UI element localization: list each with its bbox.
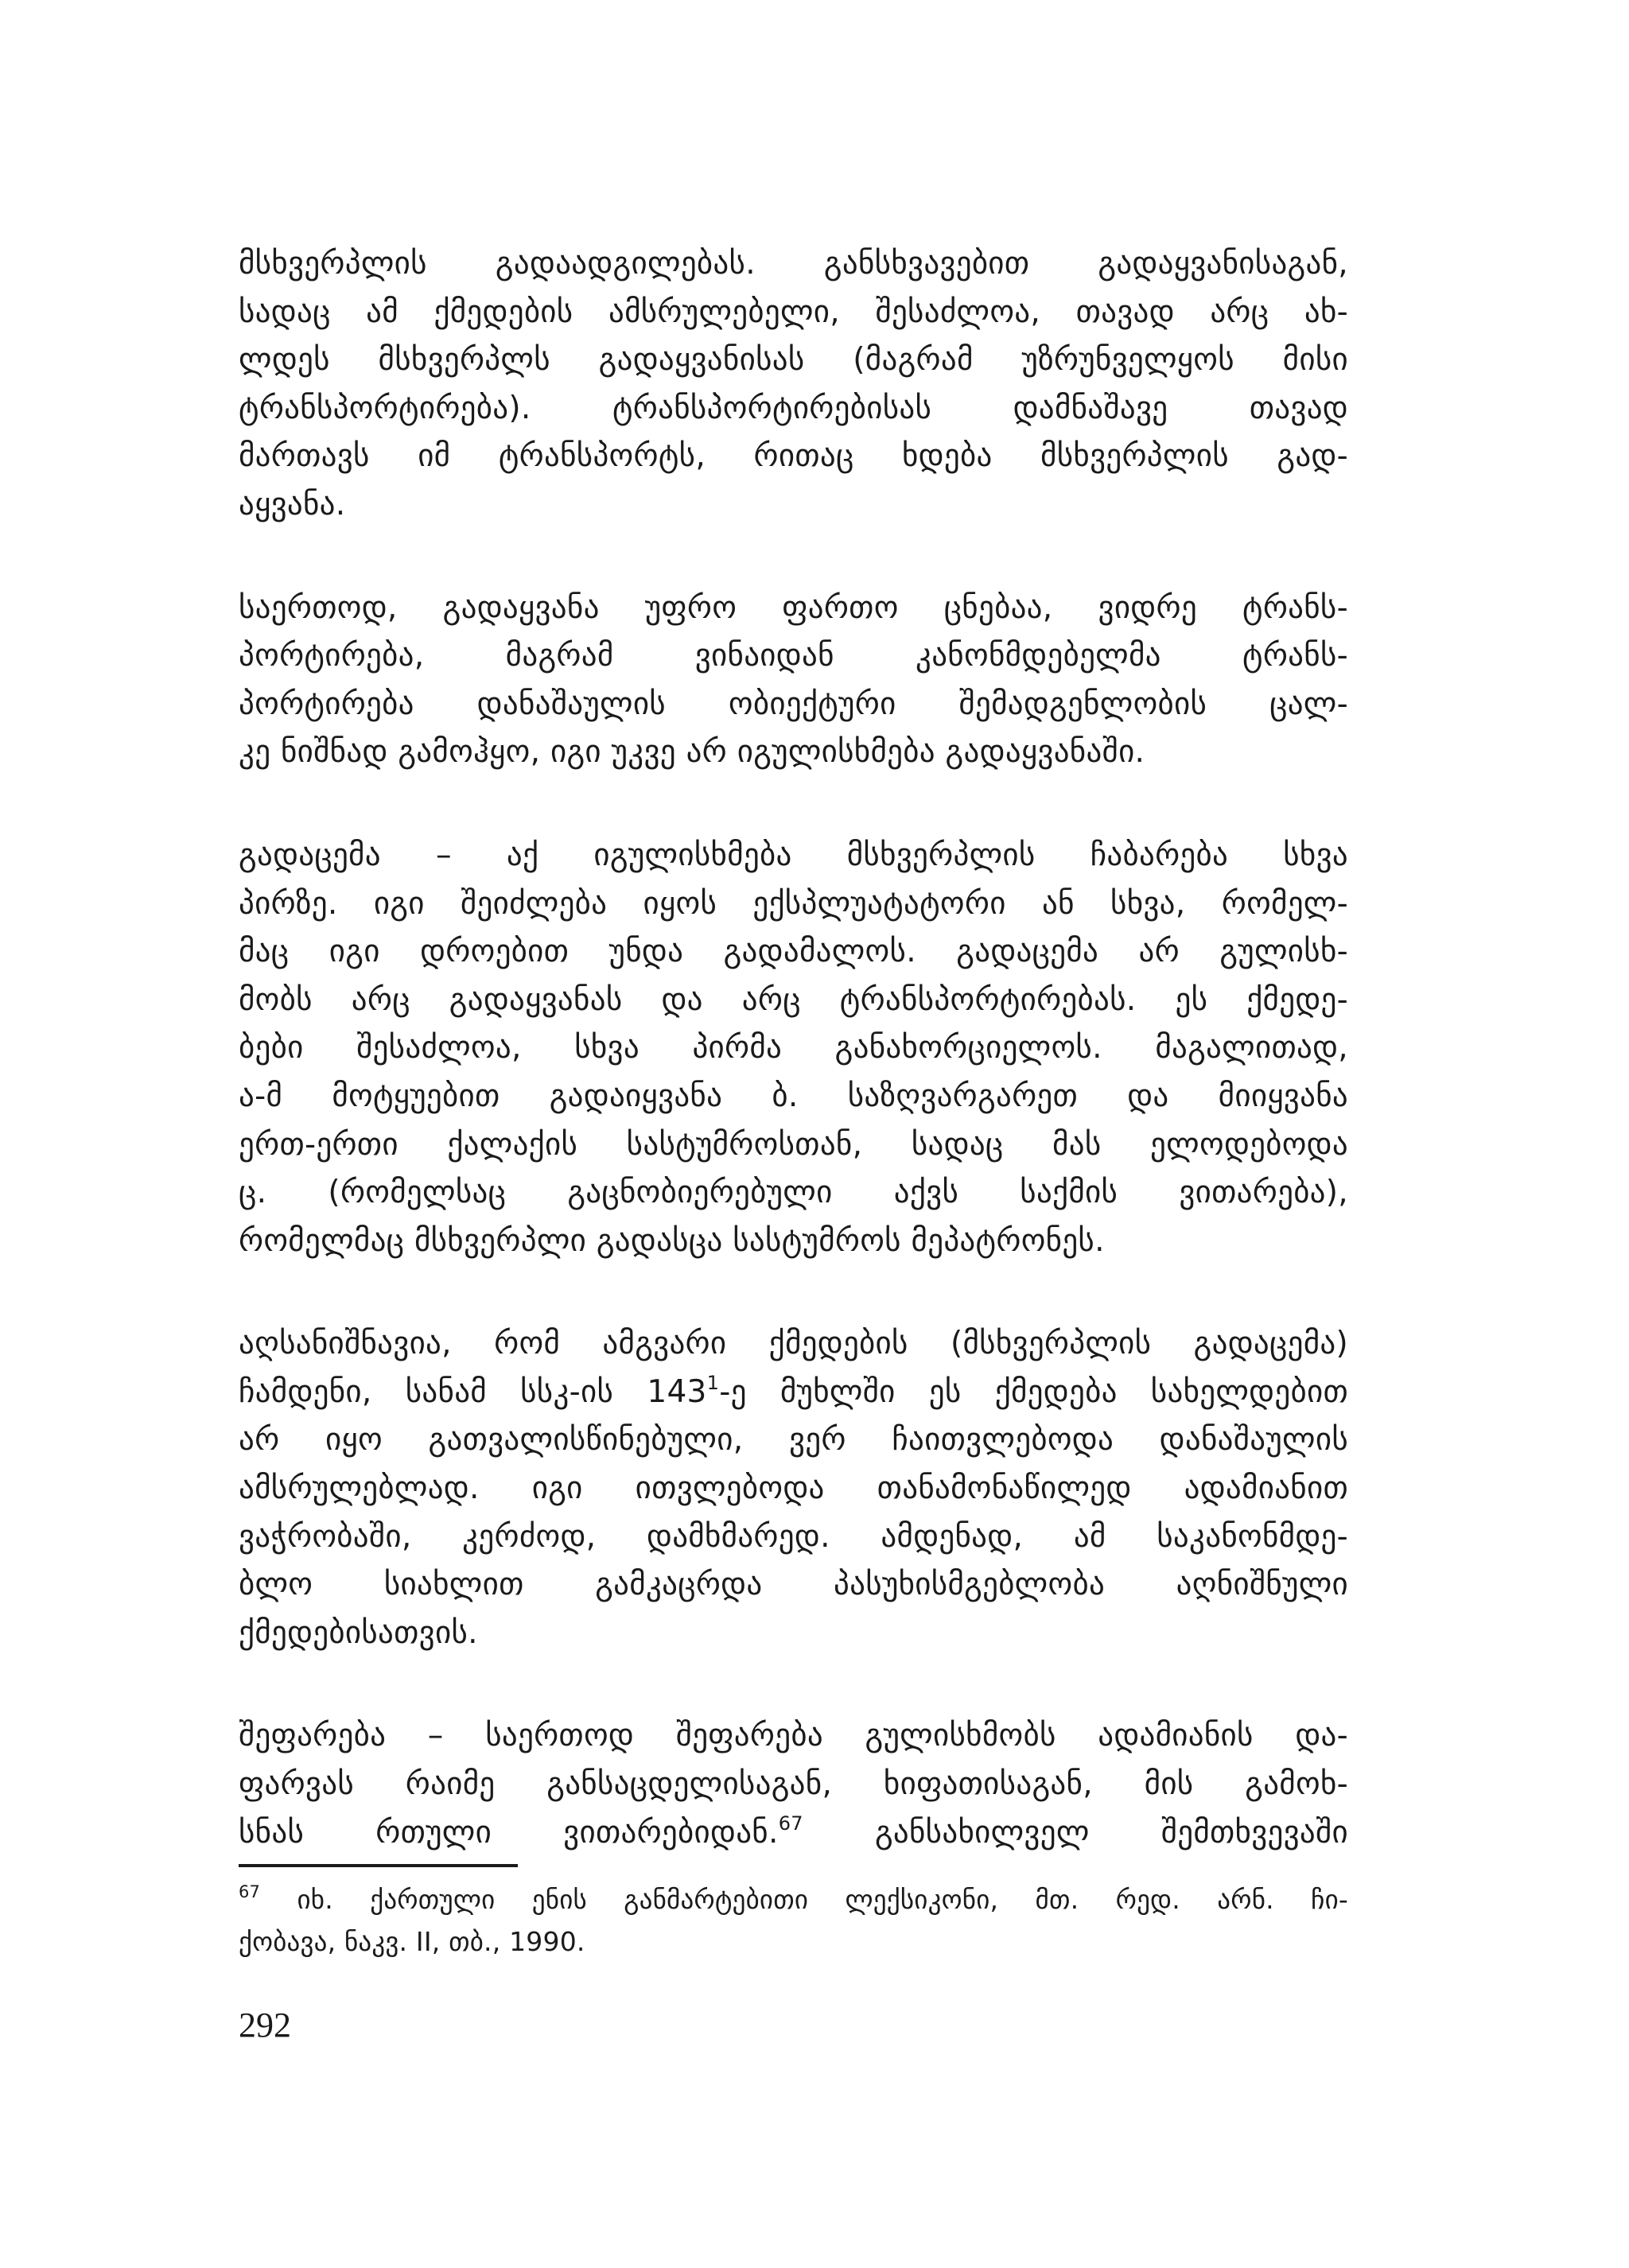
footnote-line: ქობავა, ნაკვ. II, თბ., 1990.	[239, 1926, 585, 1957]
text-line: ტრანსპორტირება). ტრანსპორტირებისას დამნაშავე თავად	[239, 390, 1348, 426]
text-line: პორტირება, მაგრამ ვინაიდან კანონმდებელმა ტრანს-	[239, 638, 1348, 674]
footnote-reference[interactable]: 67	[778, 1812, 803, 1835]
text-line: ქმედებისათვის.	[239, 1614, 478, 1651]
paragraph-5	[239, 1712, 1348, 1857]
text-line: აღსანიშნავია, რომ ამგვარი ქმედების (მსხვერპლის გადაცემა)	[239, 1326, 1348, 1362]
text-line: მსხვერპლის გადაადგილებას. განსხვავებით გადაყვანისაგან,	[239, 246, 1348, 282]
text-line: ბები შესაძლოა, სხვა პირმა განახორციელოს. მაგალითად,	[239, 1030, 1348, 1066]
footnote-divider	[239, 1864, 518, 1867]
text-segment: განსახილველ შემთხვევაში	[874, 1814, 1348, 1851]
text-line: სადაც ამ ქმედების ამსრულებელი, შესაძლოა, თავად არც ახ-	[239, 293, 1348, 330]
text-line: მართავს იმ ტრანსპორტს, რითაც ხდება მსხვერპლის გად-	[239, 438, 1348, 475]
text-line-with-superscript	[239, 1369, 1348, 1417]
paragraph-3	[239, 832, 1348, 1265]
text-line: პირზე. იგი შეიძლება იყოს ექსპლუატატორი ან სხვა, რომელ-	[239, 885, 1348, 922]
text-line: შეფარება – საერთოდ შეფარება გულისხმობს ადამიანის და-	[239, 1718, 1348, 1754]
page-number: 292	[239, 2006, 291, 2045]
text-line: საერთოდ, გადაყვანა უფრო ფართო ცნებაა, ვიდრე ტრანს-	[239, 589, 1348, 626]
text-line: პორტირება დანაშაულის ობიექტური შემადგენლობის ცალ-	[239, 685, 1348, 722]
paragraph-1	[239, 240, 1348, 530]
paragraph-4	[239, 1320, 1348, 1657]
superscript: 1	[706, 1371, 720, 1394]
text-line: ბლო სიახლით გამკაცრდა პასუხისმგებლობა აღნიშნული	[239, 1567, 1348, 1603]
text-segment: -ე მუხლში ეს ქმედება სახელდებით	[719, 1373, 1348, 1410]
text-line: მობს არც გადაყვანას და არც ტრანსპორტირებას. ეს ქმედე-	[239, 981, 1348, 1018]
text-segment: ჩამდენი, სანამ სსკ-ის 143	[239, 1373, 707, 1410]
body-text	[239, 240, 1348, 1912]
text-line: აყვანა.	[239, 486, 346, 522]
text-line-with-footnote-ref	[239, 1809, 1348, 1858]
text-line: ც. (რომელსაც გაცნობიერებული აქვს საქმის ვითარება),	[239, 1175, 1348, 1211]
footnote-line	[239, 1878, 1348, 1920]
text-line: არ იყო გათვალისწინებული, ვერ ჩაითვლებოდა დანაშაულის	[239, 1422, 1348, 1458]
text-line: ა-მ მოტყუებით გადაიყვანა ბ. საზღვარგარეთ და მიიყვანა	[239, 1078, 1348, 1114]
text-line: ლდეს მსხვერპლს გადაყვანისას (მაგრამ უზრუნველყოს მისი	[239, 342, 1348, 379]
text-segment: სნას რთული ვითარებიდან.	[239, 1814, 779, 1851]
footnote-text: იხ. ქართული ენის განმარტებითი ლექსიკონი, მთ. რედ. არნ. ჩი-	[260, 1884, 1348, 1915]
text-line: მაც იგი დროებით უნდა გადამალოს. გადაცემა არ გულისხ-	[239, 934, 1348, 970]
footnote-marker: 67	[239, 1882, 261, 1901]
text-line: გადაცემა – აქ იგულისხმება მსხვერპლის ჩაბარება სხვა	[239, 837, 1348, 873]
text-line: რომელმაც მსხვერპლი გადასცა სასტუმროს მეპატრონეს.	[239, 1222, 1105, 1259]
text-line: ერთ-ერთი ქალაქის სასტუმროსთან, სადაც მას ელოდებოდა	[239, 1126, 1348, 1163]
paragraph-2	[239, 584, 1348, 777]
text-line: ვაჭრობაში, კერძოდ, დამხმარედ. ამდენად, ამ საკანონმდე-	[239, 1518, 1348, 1555]
footnote	[239, 1878, 1348, 1963]
text-line: ამსრულებლად. იგი ითვლებოდა თანამონაწილედ ადამიანით	[239, 1470, 1348, 1507]
text-line: ფარვას რაიმე განსაცდელისაგან, ხიფათისაგან, მის გამოხ-	[239, 1766, 1348, 1803]
text-line: კე ნიშნად გამოჰყო, იგი უკვე არ იგულისხმება გადაყვანაში.	[239, 734, 1145, 771]
